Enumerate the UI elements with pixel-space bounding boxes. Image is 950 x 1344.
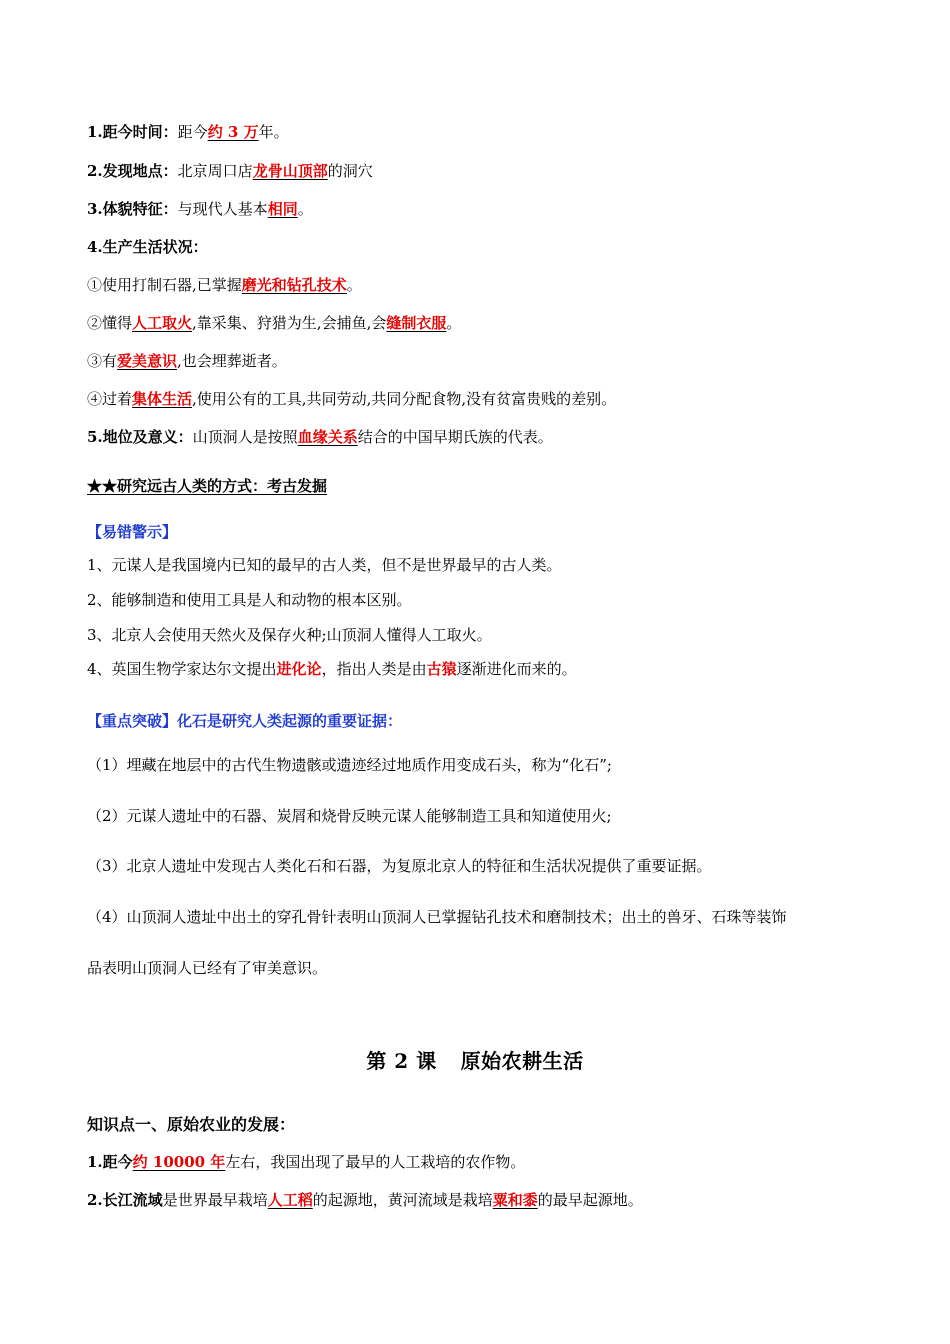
life-item-1: ①使用打制石器,已掌握磨光和钻孔技术。 — [87, 276, 362, 294]
feature-highlight: 相同 — [267, 200, 298, 218]
kp1-point-1: 1.距今约 10000 年左右，我国出现了最早的人工栽培的农作物。 — [87, 1153, 526, 1171]
life-label: 4.生产生活状况： — [87, 238, 208, 256]
place-highlight: 龙骨山顶部 — [252, 162, 328, 180]
time-label: 1.距今时间： — [87, 123, 178, 141]
life-item-2: ②懂得人工取火,靠采集、狩猎为生,会捕鱼,会缝制衣服。 — [87, 314, 462, 332]
focus-item-3: （3）北京人遗址中发现古人类化石和石器，为复原北京人的特征和生活状况提供了重要证据。 — [87, 857, 712, 875]
life-item-3: ③有爱美意识,也会埋葬逝者。 — [87, 352, 287, 370]
warning-item-4: 4、英国生物学家达尔文提出进化论，指出人类是由古猿逐渐进化而来的。 — [87, 660, 577, 678]
warning-heading: 【易错警示】 — [87, 523, 178, 541]
status-line: 5.地位及意义：山顶洞人是按照血缘关系结合的中国早期氏族的代表。 — [87, 428, 553, 446]
life-item-4: ④过着集体生活,使用公有的工具,共同劳动,共同分配食物,没有贫富贵贱的差别。 — [87, 390, 617, 408]
feature-line: 3.体貌特征：与现代人基本相同。 — [87, 200, 313, 218]
focus-item-2: （2）元谋人遗址中的石器、炭屑和烧骨反映元谋人能够制造工具和知道使用火; — [87, 807, 612, 825]
place-label: 2.发现地点： — [87, 162, 178, 180]
warning-item-2: 2、能够制造和使用工具是人和动物的根本区别。 — [87, 591, 412, 609]
time-line: 1.距今时间：距今约 3 万年。 — [87, 123, 289, 141]
focus-item-4-cont: 品表明山顶洞人已经有了审美意识。 — [87, 959, 328, 977]
kp1-point-2: 2.长江流域是世界最早栽培人工稻的起源地，黄河流域是栽培粟和黍的最早起源地。 — [87, 1191, 643, 1209]
place-line: 2.发现地点：北京周口店龙骨山顶部的洞穴 — [87, 162, 373, 180]
lesson-number: 第 2 课 — [366, 1049, 437, 1073]
kp1-heading: 知识点一、原始农业的发展： — [87, 1115, 296, 1134]
focus-item-4: （4）山顶洞人遗址中出土的穿孔骨针表明山顶洞人已掌握钻孔技术和磨制技术；出土的兽牙、石珠等装饰 — [87, 908, 787, 926]
lesson-title — [0, 1045, 950, 1074]
research-method: ★★研究远古人类的方式：考古发掘 — [87, 477, 328, 495]
warning-item-3: 3、北京人会使用天然火及保存火种;山顶洞人懂得人工取火。 — [87, 626, 492, 644]
status-highlight: 血缘关系 — [297, 428, 358, 446]
status-label: 5.地位及意义： — [87, 428, 193, 446]
time-highlight: 约 3 万 — [207, 123, 259, 141]
warning-item-1: 1、元谋人是我国境内已知的最早的古人类，但不是世界最早的古人类。 — [87, 556, 562, 574]
feature-label: 3.体貌特征： — [87, 200, 178, 218]
lesson-name: 原始农耕生活 — [460, 1049, 584, 1073]
focus-heading: 【重点突破】化石是研究人类起源的重要证据： — [87, 712, 403, 730]
focus-item-1: （1）埋藏在地层中的古代生物遗骸或遗迹经过地质作用变成石头，称为“化石”; — [87, 756, 612, 774]
